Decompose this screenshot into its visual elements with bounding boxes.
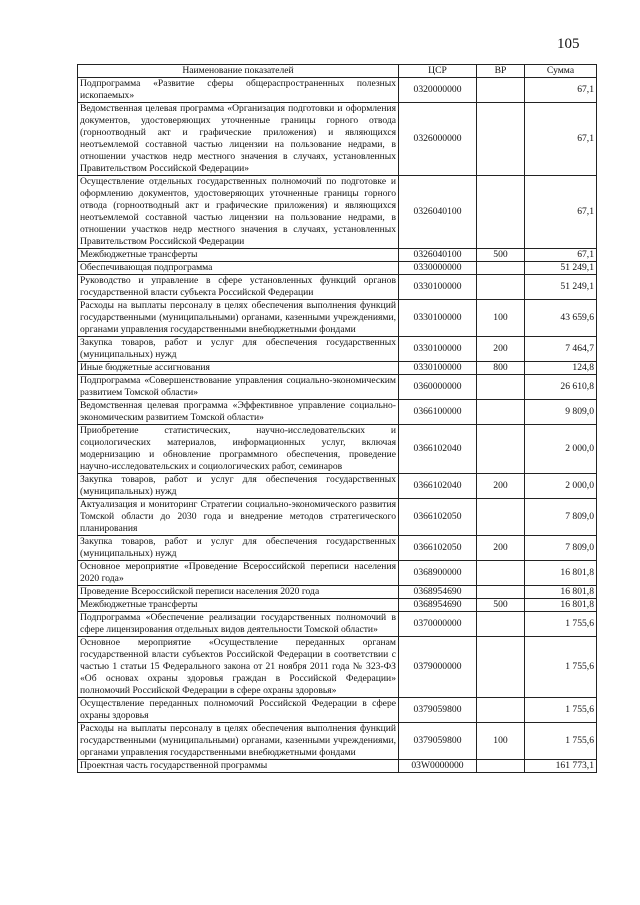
row-vr-cell bbox=[477, 425, 525, 474]
row-name-cell: Осуществление отдельных государственных полномочий по подготовке и оформлению документов, удостоверяющих уточненные границы горного отвода (горноотводный акт и графические приложения) и являющихся неотъемлемой составной частью лицензии на пользование недрами, в отношении участков недр местного значения в случаях, установленных Правительством Российской Федерации bbox=[78, 176, 399, 249]
row-sum-cell: 67,1 bbox=[525, 78, 597, 103]
row-name-cell: Ведомственная целевая программа «Организация подготовки и оформления документов, удостоверяющих уточненные границы горного отвода (горноотводный акт и графические приложения) и являющихся неотъемлемой составной частью лицензии на пользование недрами, в отношении участков недр местного значения в случаях, установленных Правительством Российской Федерации» bbox=[78, 103, 399, 176]
table-row bbox=[78, 612, 597, 637]
table-row bbox=[78, 536, 597, 561]
row-csr-cell: 0368954690 bbox=[399, 586, 477, 599]
row-csr-cell: 0330100000 bbox=[399, 362, 477, 375]
row-name-cell: Расходы на выплаты персоналу в целях обеспечения выполнения функций государственными (муниципальными) органами, казенными учреждениями, органами управления государственными внебюджетными фондами bbox=[78, 300, 399, 337]
row-csr-cell: 0326000000 bbox=[399, 103, 477, 176]
table-row bbox=[78, 275, 597, 300]
row-vr-cell bbox=[477, 78, 525, 103]
row-csr-cell: 0366102050 bbox=[399, 499, 477, 536]
row-name-cell: Проектная часть государственной программы bbox=[78, 760, 399, 773]
row-vr-cell bbox=[477, 400, 525, 425]
row-sum-cell: 43 659,6 bbox=[525, 300, 597, 337]
header-name: Наименование показателей bbox=[78, 65, 399, 78]
row-csr-cell: 0330100000 bbox=[399, 300, 477, 337]
row-sum-cell: 124,8 bbox=[525, 362, 597, 375]
row-name-cell: Обеспечивающая подпрограмма bbox=[78, 262, 399, 275]
table-body bbox=[78, 78, 597, 773]
row-sum-cell: 16 801,8 bbox=[525, 586, 597, 599]
table-row bbox=[78, 262, 597, 275]
page-number: 105 bbox=[557, 36, 580, 52]
row-vr-cell bbox=[477, 375, 525, 400]
row-vr-cell bbox=[477, 176, 525, 249]
table-row bbox=[78, 300, 597, 337]
row-name-cell: Подпрограмма «Совершенствование управления социально-экономическим развитием Томской области» bbox=[78, 375, 399, 400]
row-vr-cell: 500 bbox=[477, 249, 525, 262]
row-vr-cell bbox=[477, 612, 525, 637]
row-sum-cell: 67,1 bbox=[525, 249, 597, 262]
row-sum-cell: 67,1 bbox=[525, 103, 597, 176]
row-vr-cell bbox=[477, 103, 525, 176]
row-csr-cell: 0379059800 bbox=[399, 698, 477, 723]
row-sum-cell: 1 755,6 bbox=[525, 637, 597, 698]
table-row bbox=[78, 637, 597, 698]
table-row bbox=[78, 362, 597, 375]
table-row bbox=[78, 474, 597, 499]
header-sum: Сумма bbox=[525, 65, 597, 78]
table-row bbox=[78, 586, 597, 599]
row-csr-cell: 0366102040 bbox=[399, 425, 477, 474]
row-vr-cell: 100 bbox=[477, 723, 525, 760]
row-vr-cell bbox=[477, 262, 525, 275]
table-row bbox=[78, 103, 597, 176]
header-csr: ЦСР bbox=[399, 65, 477, 78]
row-sum-cell: 16 801,8 bbox=[525, 561, 597, 586]
table-row bbox=[78, 698, 597, 723]
row-csr-cell: 0326040100 bbox=[399, 249, 477, 262]
row-name-cell: Закупка товаров, работ и услуг для обеспечения государственных (муниципальных) нужд bbox=[78, 536, 399, 561]
row-sum-cell: 51 249,1 bbox=[525, 262, 597, 275]
row-sum-cell: 26 610,8 bbox=[525, 375, 597, 400]
row-name-cell: Закупка товаров, работ и услуг для обеспечения государственных (муниципальных) нужд bbox=[78, 474, 399, 499]
row-csr-cell: 0366102040 bbox=[399, 474, 477, 499]
row-name-cell: Иные бюджетные ассигнования bbox=[78, 362, 399, 375]
row-sum-cell: 7 809,0 bbox=[525, 536, 597, 561]
budget-table bbox=[77, 64, 597, 773]
row-csr-cell: 0379000000 bbox=[399, 637, 477, 698]
row-sum-cell: 2 000,0 bbox=[525, 425, 597, 474]
row-csr-cell: 0368900000 bbox=[399, 561, 477, 586]
row-sum-cell: 1 755,6 bbox=[525, 612, 597, 637]
row-name-cell: Проведение Всероссийской переписи населения 2020 года bbox=[78, 586, 399, 599]
row-csr-cell: 0379059800 bbox=[399, 723, 477, 760]
table-row bbox=[78, 375, 597, 400]
row-name-cell: Основное мероприятие «Осуществление переданных органам государственной власти субъектов Российской Федерации в соответствии с частью 1 статьи 15 Федерального закона от 21 ноября 2011 года № 323-ФЗ «Об основах охраны здоровья граждан в Российской Федерации» полномочий Российской Федерации в сфере охраны здоровья» bbox=[78, 637, 399, 698]
table-row bbox=[78, 723, 597, 760]
row-sum-cell: 67,1 bbox=[525, 176, 597, 249]
table-header-row bbox=[78, 65, 597, 78]
row-name-cell: Межбюджетные трансферты bbox=[78, 249, 399, 262]
row-csr-cell: 0330100000 bbox=[399, 337, 477, 362]
row-name-cell: Актуализация и мониторинг Стратегии социально-экономического развития Томской области до 2030 года и внедрение методов стратегического планирования bbox=[78, 499, 399, 536]
row-sum-cell: 16 801,8 bbox=[525, 599, 597, 612]
row-name-cell: Подпрограмма «Развитие сферы общераспространенных полезных ископаемых» bbox=[78, 78, 399, 103]
row-csr-cell: 0330000000 bbox=[399, 262, 477, 275]
table-row bbox=[78, 760, 597, 773]
row-vr-cell: 200 bbox=[477, 337, 525, 362]
row-vr-cell bbox=[477, 760, 525, 773]
table-row bbox=[78, 78, 597, 103]
row-name-cell: Межбюджетные трансферты bbox=[78, 599, 399, 612]
table-row bbox=[78, 499, 597, 536]
row-name-cell: Ведомственная целевая программа «Эффективное управление социально-экономическим развитием Томской области» bbox=[78, 400, 399, 425]
table-row bbox=[78, 176, 597, 249]
row-csr-cell: 0370000000 bbox=[399, 612, 477, 637]
row-vr-cell bbox=[477, 637, 525, 698]
header-vr: ВР bbox=[477, 65, 525, 78]
row-sum-cell: 7 464,7 bbox=[525, 337, 597, 362]
row-name-cell: Осуществление переданных полномочий Российской Федерации в сфере охраны здоровья bbox=[78, 698, 399, 723]
row-vr-cell: 200 bbox=[477, 474, 525, 499]
row-vr-cell: 500 bbox=[477, 599, 525, 612]
row-name-cell: Закупка товаров, работ и услуг для обеспечения государственных (муниципальных) нужд bbox=[78, 337, 399, 362]
row-vr-cell bbox=[477, 561, 525, 586]
row-csr-cell: 0368954690 bbox=[399, 599, 477, 612]
row-vr-cell: 800 bbox=[477, 362, 525, 375]
row-name-cell: Подпрограмма «Обеспечение реализации государственных полномочий в сфере лицензирования отдельных видов деятельности Томской области» bbox=[78, 612, 399, 637]
row-vr-cell: 100 bbox=[477, 300, 525, 337]
row-csr-cell: 0366100000 bbox=[399, 400, 477, 425]
row-sum-cell: 161 773,1 bbox=[525, 760, 597, 773]
row-vr-cell bbox=[477, 698, 525, 723]
row-vr-cell bbox=[477, 275, 525, 300]
row-csr-cell: 0360000000 bbox=[399, 375, 477, 400]
table-row bbox=[78, 561, 597, 586]
table-row bbox=[78, 425, 597, 474]
row-sum-cell: 51 249,1 bbox=[525, 275, 597, 300]
row-csr-cell: 0330100000 bbox=[399, 275, 477, 300]
row-vr-cell bbox=[477, 586, 525, 599]
table-row bbox=[78, 599, 597, 612]
row-vr-cell: 200 bbox=[477, 536, 525, 561]
row-sum-cell: 2 000,0 bbox=[525, 474, 597, 499]
row-vr-cell bbox=[477, 499, 525, 536]
row-name-cell: Приобретение статистических, научно-исследовательских и социологических материалов, информационных услуг, включая модернизацию и обновление программного обеспечения, проведение научно-исследовательских и социологических работ, семинаров bbox=[78, 425, 399, 474]
row-name-cell: Расходы на выплаты персоналу в целях обеспечения выполнения функций государственными (муниципальными) органами, казенными учреждениями, органами управления государственными внебюджетными фондами bbox=[78, 723, 399, 760]
row-csr-cell: 0326040100 bbox=[399, 176, 477, 249]
row-name-cell: Руководство и управление в сфере установленных функций органов государственной власти субъекта Российской Федерации bbox=[78, 275, 399, 300]
table-row bbox=[78, 249, 597, 262]
row-sum-cell: 1 755,6 bbox=[525, 723, 597, 760]
row-name-cell: Основное мероприятие «Проведение Всероссийской переписи населения 2020 года» bbox=[78, 561, 399, 586]
table-row bbox=[78, 337, 597, 362]
row-csr-cell: 0366102050 bbox=[399, 536, 477, 561]
table-row bbox=[78, 400, 597, 425]
row-sum-cell: 9 809,0 bbox=[525, 400, 597, 425]
row-csr-cell: 0320000000 bbox=[399, 78, 477, 103]
row-csr-cell: 03W0000000 bbox=[399, 760, 477, 773]
row-sum-cell: 7 809,0 bbox=[525, 499, 597, 536]
row-sum-cell: 1 755,6 bbox=[525, 698, 597, 723]
